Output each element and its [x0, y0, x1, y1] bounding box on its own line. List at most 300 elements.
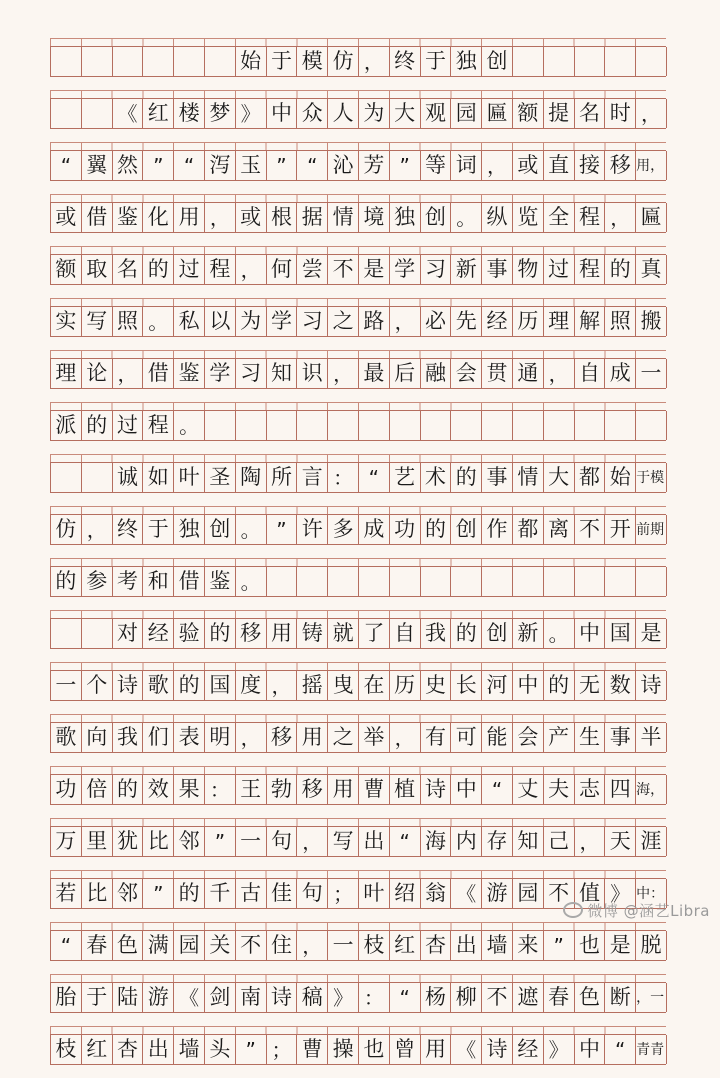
grid-cell: 明 — [205, 723, 236, 752]
grid-cell — [328, 411, 359, 440]
grid-cell: 断 — [605, 983, 636, 1012]
grid-cell: ， — [236, 723, 267, 752]
grid-cell: 史 — [421, 671, 452, 700]
grid-cell: 遮 — [513, 983, 544, 1012]
row-gap — [50, 142, 666, 150]
grid-cell: 用， — [636, 151, 667, 180]
watermark-text: 微博 @涵艺Libra — [587, 902, 710, 920]
grid-cell: 以 — [205, 307, 236, 336]
row-gap — [50, 506, 666, 514]
grid-cell: 歌 — [143, 671, 174, 700]
grid-cell: 楼 — [174, 99, 205, 128]
grid-cell: 是 — [605, 931, 636, 960]
grid-cell — [513, 47, 544, 76]
grid-cell: 据 — [297, 203, 328, 232]
grid-cell: ： — [328, 463, 359, 492]
grid-cell: ” — [267, 151, 298, 180]
grid-cell: 之 — [328, 723, 359, 752]
grid-cell — [51, 619, 82, 648]
grid-cell — [328, 567, 359, 596]
grid-cell — [605, 47, 636, 76]
grid-cell: 脱 — [636, 931, 667, 960]
grid-cell: 关 — [205, 931, 236, 960]
grid-cell: 用 — [421, 1035, 452, 1064]
grid-cell: 过 — [544, 255, 575, 284]
grid-cell: 学 — [267, 307, 298, 336]
grid-cell: 。 — [236, 567, 267, 596]
grid-cells — [50, 618, 666, 649]
grid-cell — [451, 411, 482, 440]
row-gap — [50, 38, 666, 46]
grid-cell: 创 — [451, 515, 482, 544]
grid-cell: ， — [359, 47, 390, 76]
grid-cell: 表 — [174, 723, 205, 752]
grid-cell: 就 — [328, 619, 359, 648]
grid-cell: 春 — [544, 983, 575, 1012]
grid-cell: 的 — [143, 255, 174, 284]
grid-cell: 古 — [236, 879, 267, 908]
grid-cell: 可 — [451, 723, 482, 752]
grid-cell: 先 — [451, 307, 482, 336]
grid-cells — [50, 670, 666, 701]
grid-cell: 河 — [482, 671, 513, 700]
grid-cell: “ — [390, 983, 421, 1012]
grid-cell: 过 — [113, 411, 144, 440]
row-gap — [50, 90, 666, 98]
text-row — [50, 922, 666, 974]
grid-cells — [50, 462, 666, 493]
grid-cell: 游 — [143, 983, 174, 1012]
grid-cell: ， — [328, 359, 359, 388]
grid-cell: 独 — [451, 47, 482, 76]
grid-cell: 一 — [236, 827, 267, 856]
grid-cell: 丈 — [513, 775, 544, 804]
row-gap — [50, 246, 666, 254]
grid-cell — [113, 47, 144, 76]
text-row — [50, 298, 666, 350]
grid-cell — [636, 411, 667, 440]
grid-cell: 半 — [636, 723, 667, 752]
grid-cell: ， — [205, 203, 236, 232]
grid-cell — [575, 47, 606, 76]
text-row — [50, 766, 666, 818]
grid-cell: 情 — [328, 203, 359, 232]
grid-cell: 里 — [82, 827, 113, 856]
grid-cell: ， — [390, 307, 421, 336]
grid-cell: 的 — [113, 775, 144, 804]
grid-cell: 红 — [390, 931, 421, 960]
grid-cell: 会 — [451, 359, 482, 388]
row-gap — [50, 610, 666, 618]
grid-cell: 值 — [575, 879, 606, 908]
grid-cell: 纵 — [482, 203, 513, 232]
grid-cell: 国 — [205, 671, 236, 700]
grid-cell: 比 — [143, 827, 174, 856]
grid-cell: 。 — [143, 307, 174, 336]
grid-cell: 移 — [605, 151, 636, 180]
grid-cell: 创 — [482, 47, 513, 76]
row-gap — [50, 870, 666, 878]
grid-cell — [51, 47, 82, 76]
grid-cell: 或 — [513, 151, 544, 180]
grid-cell: 梦 — [205, 99, 236, 128]
grid-cell: 邻 — [174, 827, 205, 856]
weibo-logo-icon — [563, 902, 583, 918]
grid-cell: 泻 — [205, 151, 236, 180]
text-row — [50, 246, 666, 298]
grid-cell: 的 — [451, 619, 482, 648]
grid-cell: 千 — [205, 879, 236, 908]
grid-cell — [297, 567, 328, 596]
grid-cell: 于 — [143, 515, 174, 544]
grid-cell: 也 — [359, 1035, 390, 1064]
grid-cell: 。 — [451, 203, 482, 232]
grid-cell: 于 — [267, 47, 298, 76]
grid-cell — [236, 411, 267, 440]
grid-cell: 模 — [297, 47, 328, 76]
grid-cell: 和 — [143, 567, 174, 596]
grid-cell: 圣 — [205, 463, 236, 492]
grid-cell: 览 — [513, 203, 544, 232]
grid-cell: 用 — [174, 203, 205, 232]
grid-cell: 诗 — [267, 983, 298, 1012]
grid-cell: 果 — [174, 775, 205, 804]
grid-cell: 取 — [82, 255, 113, 284]
grid-cell: “ — [297, 151, 328, 180]
grid-cell: ； — [328, 879, 359, 908]
grid-cell: 然 — [113, 151, 144, 180]
grid-cell: 生 — [575, 723, 606, 752]
grid-cell: ” — [143, 151, 174, 180]
grid-cell: 来 — [513, 931, 544, 960]
grid-cell: 杏 — [113, 1035, 144, 1064]
grid-cell: 也 — [575, 931, 606, 960]
grid-cell: 终 — [113, 515, 144, 544]
grid-cell: 的 — [605, 255, 636, 284]
grid-cell: 何 — [267, 255, 298, 284]
grid-cell: 中 — [513, 671, 544, 700]
grid-cell — [636, 47, 667, 76]
grid-cell: 王 — [236, 775, 267, 804]
grid-cell: 铸 — [297, 619, 328, 648]
grid-cell: 佳 — [267, 879, 298, 908]
grid-cells — [50, 566, 666, 597]
grid-cell: 翁 — [421, 879, 452, 908]
grid-cell: 境 — [359, 203, 390, 232]
grid-cell: 真 — [636, 255, 667, 284]
grid-cell — [82, 463, 113, 492]
grid-cell: 芳 — [359, 151, 390, 180]
grid-cell — [51, 99, 82, 128]
grid-cell — [267, 567, 298, 596]
grid-cell: 稿 — [297, 983, 328, 1012]
grid-cell — [174, 47, 205, 76]
grid-cell: 自 — [575, 359, 606, 388]
row-gap — [50, 974, 666, 982]
grid-cell — [482, 567, 513, 596]
grid-cell: 游 — [482, 879, 513, 908]
grid-cell: ， — [82, 515, 113, 544]
grid-cell: ， — [236, 255, 267, 284]
grid-cell — [605, 567, 636, 596]
row-gap — [50, 662, 666, 670]
grid-cell: “ — [482, 775, 513, 804]
grid-cell: 照 — [605, 307, 636, 336]
grid-cell: 墙 — [482, 931, 513, 960]
grid-cells — [50, 46, 666, 77]
grid-cell: ” — [143, 879, 174, 908]
grid-cell: 功 — [390, 515, 421, 544]
text-row — [50, 454, 666, 506]
row-gap — [50, 1026, 666, 1034]
grid-cell: 能 — [482, 723, 513, 752]
grid-cell: 》 — [544, 1035, 575, 1064]
grid-cell: 胎 — [51, 983, 82, 1012]
grid-cell: 理 — [544, 307, 575, 336]
grid-cell: 产 — [544, 723, 575, 752]
grid-cell: 诗 — [482, 1035, 513, 1064]
grid-cell: 向 — [82, 723, 113, 752]
grid-cell: 大 — [544, 463, 575, 492]
grid-cell: 园 — [174, 931, 205, 960]
grid-cell: 国 — [605, 619, 636, 648]
grid-cell: 为 — [236, 307, 267, 336]
grid-cell: 派 — [51, 411, 82, 440]
grid-cell: 搬 — [636, 307, 667, 336]
grid-cell: 用 — [328, 775, 359, 804]
grid-cell: 陆 — [113, 983, 144, 1012]
grid-cell: 自 — [390, 619, 421, 648]
grid-cell: 剑 — [205, 983, 236, 1012]
grid-cell: 学 — [390, 255, 421, 284]
grid-cell: 额 — [51, 255, 82, 284]
grid-cell: 经 — [513, 1035, 544, 1064]
grid-cells — [50, 722, 666, 753]
grid-cell: 等 — [421, 151, 452, 180]
grid-cell: 之 — [328, 307, 359, 336]
grid-cell: 通 — [513, 359, 544, 388]
grid-cell: 的 — [205, 619, 236, 648]
grid-cell: 们 — [143, 723, 174, 752]
grid-cell: ， — [267, 671, 298, 700]
grid-cell: 青青 — [636, 1035, 667, 1064]
grid-cell: 人 — [328, 99, 359, 128]
grid-cell: 大 — [390, 99, 421, 128]
grid-cell: 存 — [482, 827, 513, 856]
grid-cell: 不 — [544, 879, 575, 908]
grid-cell: 杏 — [421, 931, 452, 960]
grid-cell: ” — [390, 151, 421, 180]
grid-cell: ” — [205, 827, 236, 856]
grid-cell: 程 — [575, 203, 606, 232]
grid-cell: ： — [359, 983, 390, 1012]
grid-cell: “ — [390, 827, 421, 856]
grid-cell: ， — [575, 827, 606, 856]
grid-cell: 一 — [328, 931, 359, 960]
text-row — [50, 1026, 666, 1078]
grid-cells — [50, 254, 666, 285]
grid-cell: 度 — [236, 671, 267, 700]
grid-cell: 》 — [328, 983, 359, 1012]
grid-cell: 叶 — [359, 879, 390, 908]
grid-cell: 创 — [205, 515, 236, 544]
grid-cell: 不 — [236, 931, 267, 960]
grid-cell: 海 — [421, 827, 452, 856]
grid-cell — [605, 411, 636, 440]
grid-cell: 匾 — [636, 203, 667, 232]
grid-cell: 历 — [390, 671, 421, 700]
grid-cells — [50, 98, 666, 129]
grid-cell: 创 — [421, 203, 452, 232]
grid-cell: 涯 — [636, 827, 667, 856]
grid-cell: 《 — [113, 99, 144, 128]
grid-cell: 的 — [51, 567, 82, 596]
grid-cell: 许 — [297, 515, 328, 544]
grid-cell: 术 — [421, 463, 452, 492]
grid-cell: 曹 — [297, 1035, 328, 1064]
grid-cell — [575, 567, 606, 596]
grid-cell: 夫 — [544, 775, 575, 804]
grid-cell: 无 — [575, 671, 606, 700]
grid-cell: 。 — [544, 619, 575, 648]
row-gap — [50, 454, 666, 462]
grid-cell: ” — [267, 515, 298, 544]
grid-cell: 鉴 — [174, 359, 205, 388]
grid-cell: 参 — [82, 567, 113, 596]
grid-cell: 作 — [482, 515, 513, 544]
grid-cell: 四 — [605, 775, 636, 804]
grid-cell: “ — [359, 463, 390, 492]
grid-cell: 写 — [328, 827, 359, 856]
grid-cell: 举 — [359, 723, 390, 752]
grid-cell: 我 — [421, 619, 452, 648]
grid-cell: 所 — [267, 463, 298, 492]
grid-cell: 融 — [421, 359, 452, 388]
grid-cell: 中 — [575, 1035, 606, 1064]
grid-cell: 句 — [267, 827, 298, 856]
grid-cell — [82, 619, 113, 648]
grid-cell: 在 — [359, 671, 390, 700]
grid-cell: ，一 — [636, 983, 667, 1012]
grid-cell — [544, 411, 575, 440]
grid-cell: 名 — [575, 99, 606, 128]
grid-cell: 匾 — [482, 99, 513, 128]
grid-cell: 观 — [421, 99, 452, 128]
grid-cell: 红 — [143, 99, 174, 128]
grid-cell — [359, 411, 390, 440]
grid-cell: 色 — [575, 983, 606, 1012]
grid-cell: 了 — [359, 619, 390, 648]
grid-cell: 提 — [544, 99, 575, 128]
grid-cell: 《 — [174, 983, 205, 1012]
grid-cell: 长 — [451, 671, 482, 700]
grid-cell — [205, 411, 236, 440]
grid-cell: 写 — [82, 307, 113, 336]
grid-cell: 《 — [451, 1035, 482, 1064]
grid-cell: ， — [390, 723, 421, 752]
grid-cell: 句 — [297, 879, 328, 908]
grid-cell: 历 — [513, 307, 544, 336]
grid-cell: 内 — [451, 827, 482, 856]
grid-cell: 《 — [451, 879, 482, 908]
grid-cell: 天 — [605, 827, 636, 856]
grid-cell — [390, 567, 421, 596]
grid-cell: 于 — [82, 983, 113, 1012]
row-gap — [50, 766, 666, 774]
grid-cell: 有 — [421, 723, 452, 752]
grid-cell: 名 — [113, 255, 144, 284]
grid-cell: 新 — [513, 619, 544, 648]
text-row — [50, 558, 666, 610]
grid-cell: 论 — [82, 359, 113, 388]
grid-cell: ， — [636, 99, 667, 128]
grid-cell: 操 — [328, 1035, 359, 1064]
grid-cell: 前期 — [636, 515, 667, 544]
grid-cell: 诚 — [113, 463, 144, 492]
grid-cell: 志 — [575, 775, 606, 804]
grid-cell: 》 — [605, 879, 636, 908]
grid-cell: 最 — [359, 359, 390, 388]
grid-cell: 色 — [113, 931, 144, 960]
grid-cell: 经 — [482, 307, 513, 336]
grid-cell: 倍 — [82, 775, 113, 804]
grid-cell: 歌 — [51, 723, 82, 752]
grid-cells — [50, 358, 666, 389]
grid-cell: 功 — [51, 775, 82, 804]
grid-cell: 是 — [636, 619, 667, 648]
grid-cell: 诗 — [421, 775, 452, 804]
grid-cell — [82, 99, 113, 128]
grid-cell: 私 — [174, 307, 205, 336]
grid-cell: 新 — [451, 255, 482, 284]
grid-cell: 事 — [482, 463, 513, 492]
grid-cell: 都 — [575, 463, 606, 492]
grid-cell: 海， — [636, 775, 667, 804]
grid-cell: ： — [205, 775, 236, 804]
grid-cell: ； — [267, 1035, 298, 1064]
grid-cell: 仿 — [328, 47, 359, 76]
grid-cell: 尝 — [297, 255, 328, 284]
grid-cell: 若 — [51, 879, 82, 908]
grid-cell: 住 — [267, 931, 298, 960]
grid-cell: 始 — [605, 463, 636, 492]
grid-cell: 诗 — [113, 671, 144, 700]
grid-cell: 或 — [236, 203, 267, 232]
grid-cell: 学 — [205, 359, 236, 388]
grid-cells — [50, 930, 666, 961]
grid-cell: 考 — [113, 567, 144, 596]
grid-cell: ， — [113, 359, 144, 388]
grid-cell: 一 — [51, 671, 82, 700]
grid-cell — [267, 411, 298, 440]
grid-cell — [544, 47, 575, 76]
grid-cells — [50, 774, 666, 805]
grid-cell: 陶 — [236, 463, 267, 492]
grid-cell: 植 — [390, 775, 421, 804]
grid-cell — [575, 411, 606, 440]
row-gap — [50, 194, 666, 202]
grid-cell — [359, 567, 390, 596]
grid-cell: 沁 — [328, 151, 359, 180]
row-gap — [50, 402, 666, 410]
grid-cell: 数 — [605, 671, 636, 700]
grid-cell: 仿 — [51, 515, 82, 544]
title-row — [50, 38, 666, 90]
grid-cell: 绍 — [390, 879, 421, 908]
grid-cell: 成 — [605, 359, 636, 388]
grid-cells — [50, 982, 666, 1013]
text-row — [50, 350, 666, 402]
